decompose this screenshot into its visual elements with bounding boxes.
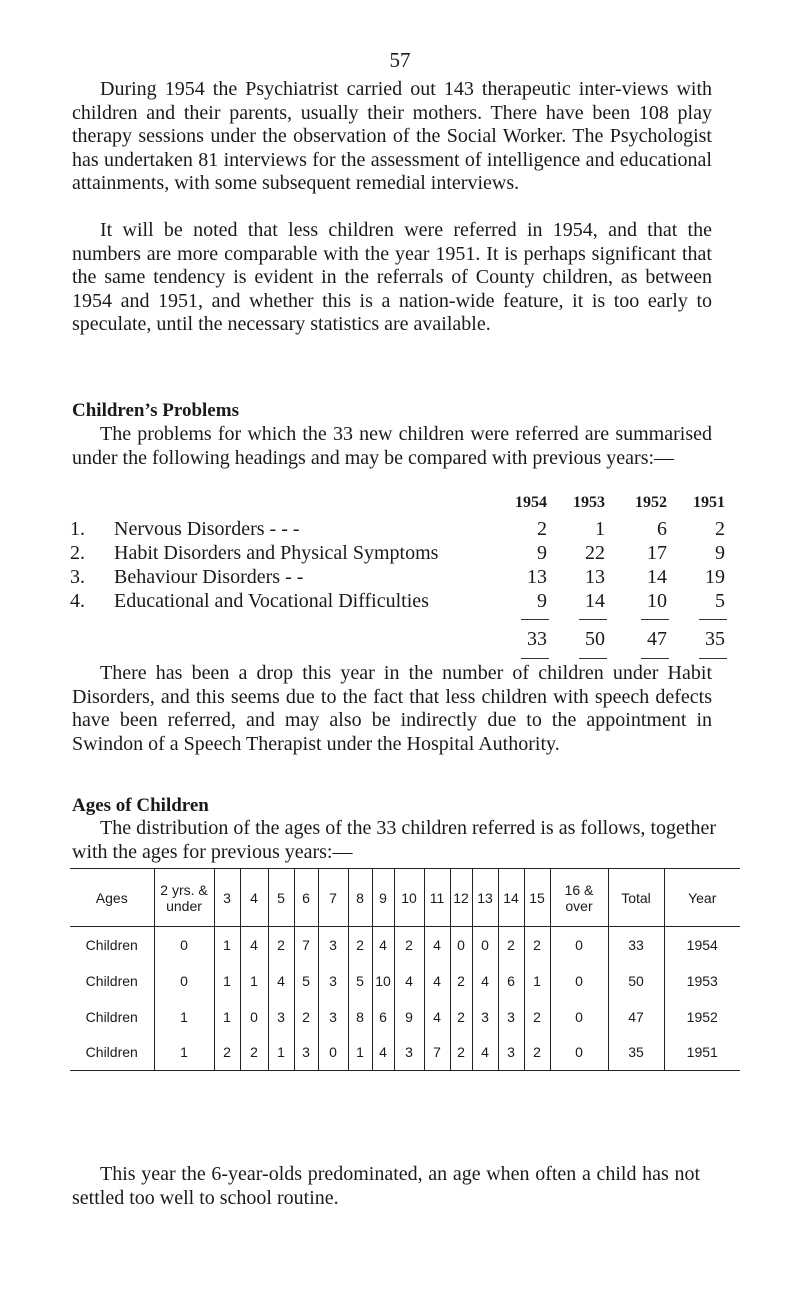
page-number: 57 bbox=[389, 48, 411, 72]
count-cell: 3 bbox=[318, 999, 348, 1035]
header-age: 15 bbox=[524, 869, 550, 927]
year-1953: 1953 bbox=[573, 494, 605, 511]
ages-table-row bbox=[70, 1035, 740, 1071]
problem-row bbox=[70, 590, 725, 614]
header-age: 3 bbox=[214, 869, 240, 927]
value-1952: 6 bbox=[657, 518, 667, 540]
count-cell: 2 bbox=[524, 927, 550, 963]
count-cell: 0 bbox=[154, 927, 214, 963]
row-number: 2. bbox=[70, 542, 85, 564]
rule bbox=[641, 619, 669, 620]
value-1952: 17 bbox=[647, 542, 667, 564]
count-cell: 0 bbox=[318, 1035, 348, 1071]
ages-table-row bbox=[70, 999, 740, 1035]
rule bbox=[699, 619, 727, 620]
count-cell: 3 bbox=[268, 999, 294, 1035]
count-cell: 3 bbox=[472, 999, 498, 1035]
problems-table bbox=[70, 494, 725, 660]
count-cell: 0 bbox=[154, 963, 214, 999]
value-1952: 10 bbox=[647, 590, 667, 612]
header-age: 7 bbox=[318, 869, 348, 927]
header-age: 9 bbox=[372, 869, 394, 927]
year-cell: 1954 bbox=[664, 927, 740, 963]
count-cell: 1 bbox=[214, 927, 240, 963]
count-cell: 7 bbox=[294, 927, 318, 963]
ages-table-row bbox=[70, 927, 740, 963]
count-cell: 5 bbox=[294, 963, 318, 999]
count-cell: 4 bbox=[268, 963, 294, 999]
count-cell: 2 bbox=[348, 927, 372, 963]
rule bbox=[641, 658, 669, 659]
count-cell: 1 bbox=[154, 1035, 214, 1071]
count-cell: 1 bbox=[524, 963, 550, 999]
value-1954: 2 bbox=[537, 518, 547, 540]
count-cell: 6 bbox=[372, 999, 394, 1035]
count-cell: 2 bbox=[214, 1035, 240, 1071]
count-cell: 2 bbox=[450, 963, 472, 999]
header-ages: Ages bbox=[70, 869, 154, 927]
row-label: Children bbox=[85, 936, 138, 953]
count-cell: 0 bbox=[550, 999, 608, 1035]
count-cell: 4 bbox=[424, 927, 450, 963]
total-cell: 47 bbox=[608, 999, 664, 1035]
year-1951: 1951 bbox=[693, 494, 725, 511]
problem-row bbox=[70, 566, 725, 590]
count-cell: 4 bbox=[472, 963, 498, 999]
count-cell: 2 bbox=[450, 999, 472, 1035]
count-cell: 2 bbox=[294, 999, 318, 1035]
ages-heading: Ages of Children bbox=[72, 795, 209, 816]
value-1953: 22 bbox=[585, 542, 605, 564]
count-cell: 1 bbox=[214, 999, 240, 1035]
count-cell: 3 bbox=[394, 1035, 424, 1071]
count-cell: 10 bbox=[372, 963, 394, 999]
count-cell: 4 bbox=[372, 1035, 394, 1071]
value-1953: 14 bbox=[585, 590, 605, 612]
count-cell: 2 bbox=[524, 999, 550, 1035]
ages-header-row bbox=[70, 869, 740, 927]
total-1953: 50 bbox=[585, 628, 605, 650]
value-1952: 14 bbox=[647, 566, 667, 588]
count-cell: 1 bbox=[348, 1035, 372, 1071]
ages-commentary: This year the 6-year-olds predominated, an age when often a child has not settled too well to school routine. bbox=[72, 1163, 700, 1209]
row-label: Educational and Vocational Difficulties bbox=[114, 590, 429, 612]
header-age: 5 bbox=[268, 869, 294, 927]
value-1953: 13 bbox=[585, 566, 605, 588]
count-cell: 4 bbox=[472, 1035, 498, 1071]
header-year: Year bbox=[664, 869, 740, 927]
count-cell: 2 bbox=[524, 1035, 550, 1071]
header-age: 12 bbox=[450, 869, 472, 927]
count-cell: 2 bbox=[394, 927, 424, 963]
count-cell: 0 bbox=[472, 927, 498, 963]
value-1951: 9 bbox=[715, 542, 725, 564]
ages-intro: The distribution of the ages of the 33 children referred is as follows, together with the ages for previous years:— bbox=[72, 817, 716, 863]
count-cell: 8 bbox=[348, 999, 372, 1035]
problem-row bbox=[70, 518, 725, 542]
count-cell: 3 bbox=[498, 1035, 524, 1071]
problems-total-row bbox=[72, 628, 725, 652]
value-1954: 9 bbox=[537, 542, 547, 564]
header-age: 14 bbox=[498, 869, 524, 927]
total-1952: 47 bbox=[647, 628, 667, 650]
count-cell: 3 bbox=[318, 927, 348, 963]
header-total: Total bbox=[608, 869, 664, 927]
row-number: 1. bbox=[70, 518, 85, 540]
rule bbox=[579, 658, 607, 659]
header-age: 11 bbox=[424, 869, 450, 927]
row-label: Habit Disorders and Physical Symptoms bbox=[114, 542, 439, 564]
value-1953: 1 bbox=[595, 518, 605, 540]
count-cell: 2 bbox=[240, 1035, 268, 1071]
row-label: Children bbox=[85, 1008, 138, 1025]
count-cell: 2 bbox=[498, 927, 524, 963]
year-1954: 1954 bbox=[515, 494, 547, 511]
ages-table-row bbox=[70, 963, 740, 999]
rule bbox=[521, 619, 549, 620]
ages-table bbox=[70, 868, 740, 1071]
value-1951: 19 bbox=[705, 566, 725, 588]
rule bbox=[579, 619, 607, 620]
header-age: 8 bbox=[348, 869, 372, 927]
count-cell: 0 bbox=[450, 927, 472, 963]
row-label: Children bbox=[85, 1044, 138, 1061]
header-age: 13 bbox=[472, 869, 498, 927]
value-1951: 2 bbox=[715, 518, 725, 540]
count-cell: 4 bbox=[372, 927, 394, 963]
problems-intro: The problems for which the 33 new children were referred are summarised under the following headings and may be compared with previous years:— bbox=[72, 423, 712, 469]
year-1952: 1952 bbox=[635, 494, 667, 511]
row-label: Children bbox=[85, 972, 138, 989]
count-cell: 3 bbox=[498, 999, 524, 1035]
count-cell: 4 bbox=[424, 999, 450, 1035]
problems-heading: Children’s Problems bbox=[72, 400, 239, 421]
header-age: 10 bbox=[394, 869, 424, 927]
count-cell: 4 bbox=[394, 963, 424, 999]
count-cell: 0 bbox=[550, 1035, 608, 1071]
header-16-and-over: 16 & over bbox=[550, 869, 608, 927]
total-1954: 33 bbox=[527, 628, 547, 650]
problem-row bbox=[70, 542, 725, 566]
count-cell: 0 bbox=[240, 999, 268, 1035]
value-1954: 9 bbox=[537, 590, 547, 612]
intro-paragraph-1: During 1954 the Psychiatrist carried out 143 therapeutic inter-views with children and their parents, usually their mothers. There have been 108 play therapy sessions under the observation of the Social Worker. The Psychologist has undertaken 81 interviews for the assessment of intelligence and educational attainments, with some subsequent remedial interviews. bbox=[72, 78, 712, 194]
row-number: 4. bbox=[70, 590, 85, 612]
total-1951: 35 bbox=[705, 628, 725, 650]
row-number: 3. bbox=[70, 566, 85, 588]
value-1951: 5 bbox=[715, 590, 725, 612]
count-cell: 2 bbox=[268, 927, 294, 963]
count-cell: 1 bbox=[268, 1035, 294, 1071]
count-cell: 1 bbox=[240, 963, 268, 999]
count-cell: 6 bbox=[498, 963, 524, 999]
year-cell: 1953 bbox=[664, 963, 740, 999]
header-2-and-under: 2 yrs. & under bbox=[154, 869, 214, 927]
count-cell: 4 bbox=[424, 963, 450, 999]
count-cell: 4 bbox=[240, 927, 268, 963]
total-cell: 35 bbox=[608, 1035, 664, 1071]
count-cell: 0 bbox=[550, 963, 608, 999]
count-cell: 0 bbox=[550, 927, 608, 963]
value-1954: 13 bbox=[527, 566, 547, 588]
rule bbox=[521, 658, 549, 659]
total-cell: 33 bbox=[608, 927, 664, 963]
year-cell: 1952 bbox=[664, 999, 740, 1035]
row-label: Nervous Disorders - - - bbox=[114, 518, 300, 540]
count-cell: 3 bbox=[318, 963, 348, 999]
count-cell: 7 bbox=[424, 1035, 450, 1071]
intro-paragraph-2: It will be noted that less children were referred in 1954, and that the numbers are more comparable with the year 1951. It is perhaps significant that the same tendency is evident in the referrals of County children, as between 1954 and 1951, and whether this is a nation-wide feature, it is too early to speculate, until the necessary statistics are available. bbox=[72, 219, 712, 335]
total-rule-row bbox=[72, 614, 712, 626]
count-cell: 5 bbox=[348, 963, 372, 999]
count-cell: 9 bbox=[394, 999, 424, 1035]
row-label: Behaviour Disorders - - bbox=[114, 566, 304, 588]
problems-year-header bbox=[72, 494, 725, 518]
count-cell: 2 bbox=[450, 1035, 472, 1071]
count-cell: 3 bbox=[294, 1035, 318, 1071]
problems-commentary: There has been a drop this year in the number of children under Habit Disorders, and this seems due to the fact that less children with speech defects have been referred, and may also be indirectly due to the appointment in Swindon of a Speech Therapist under the Hospital Authority. bbox=[72, 662, 712, 755]
rule bbox=[699, 658, 727, 659]
header-age: 4 bbox=[240, 869, 268, 927]
year-cell: 1951 bbox=[664, 1035, 740, 1071]
count-cell: 1 bbox=[214, 963, 240, 999]
total-cell: 50 bbox=[608, 963, 664, 999]
header-age: 6 bbox=[294, 869, 318, 927]
count-cell: 1 bbox=[154, 999, 214, 1035]
